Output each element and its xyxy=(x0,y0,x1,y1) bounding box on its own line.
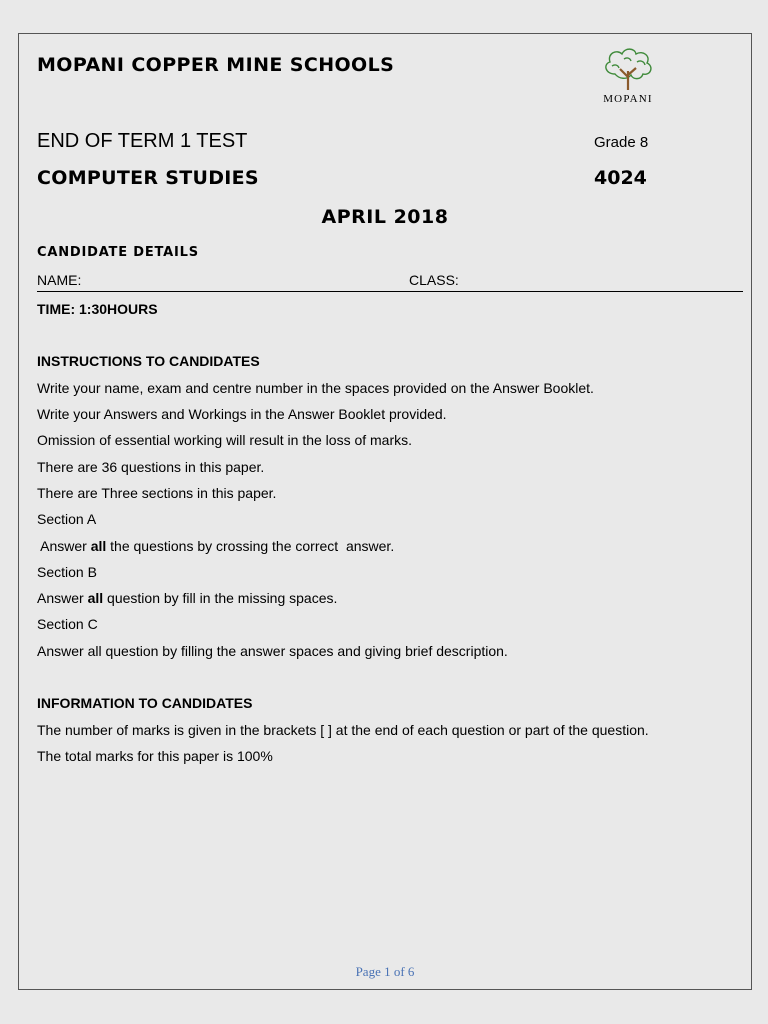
information-heading: INFORMATION TO CANDIDATES xyxy=(37,695,253,711)
section-a-text: Answer xyxy=(37,538,91,554)
information-line: The number of marks is given in the brackets [ ] at the end of each question or part of the question. xyxy=(37,722,649,738)
page-number: Page 1 of 6 xyxy=(355,964,415,979)
class-label: CLASS: xyxy=(409,272,459,288)
subject-title: COMPUTER STUDIES xyxy=(37,167,259,189)
instruction-line: There are Three sections in this paper. xyxy=(37,485,277,501)
section-a-instruction xyxy=(37,538,394,554)
exam-cover-page xyxy=(18,33,752,990)
name-label: NAME: xyxy=(37,272,82,288)
logo-text: MOPANI xyxy=(603,93,653,105)
instruction-line: Omission of essential working will result in the loss of marks. xyxy=(37,432,413,448)
test-title: END OF TERM 1 TEST xyxy=(37,130,248,152)
section-b-label: Section B xyxy=(37,564,97,580)
section-c-instruction: Answer all question by filling the answer spaces and giving brief description. xyxy=(37,643,508,659)
time-allowed: TIME: 1:30HOURS xyxy=(37,301,158,317)
section-a-label: Section A xyxy=(37,511,97,527)
exam-date: APRIL 2018 xyxy=(321,206,449,228)
candidate-details-heading: CANDIDATE DETAILS xyxy=(37,245,199,260)
section-b-text: Answer xyxy=(37,590,88,606)
section-b-text: question by fill in the missing spaces. xyxy=(103,590,338,606)
instruction-line: Write your Answers and Workings in the Answer Booklet provided. xyxy=(37,406,447,422)
section-b-emphasis: all xyxy=(87,590,104,606)
section-a-text: the questions by crossing the correct answer. xyxy=(106,538,395,554)
instruction-line: Write your name, exam and centre number in the spaces provided on the Answer Booklet. xyxy=(37,380,594,396)
section-c-label: Section C xyxy=(37,616,98,632)
subject-code: 4024 xyxy=(594,167,647,189)
school-name: MOPANI COPPER MINE SCHOOLS xyxy=(37,54,395,76)
divider xyxy=(37,291,743,292)
information-line: The total marks for this paper is 100% xyxy=(37,748,273,764)
instruction-line: There are 36 questions in this paper. xyxy=(37,459,265,475)
section-b-instruction xyxy=(37,590,337,606)
instructions-heading: INSTRUCTIONS TO CANDIDATES xyxy=(37,353,260,369)
grade-label: Grade 8 xyxy=(594,134,649,151)
section-a-emphasis: all xyxy=(90,538,107,554)
